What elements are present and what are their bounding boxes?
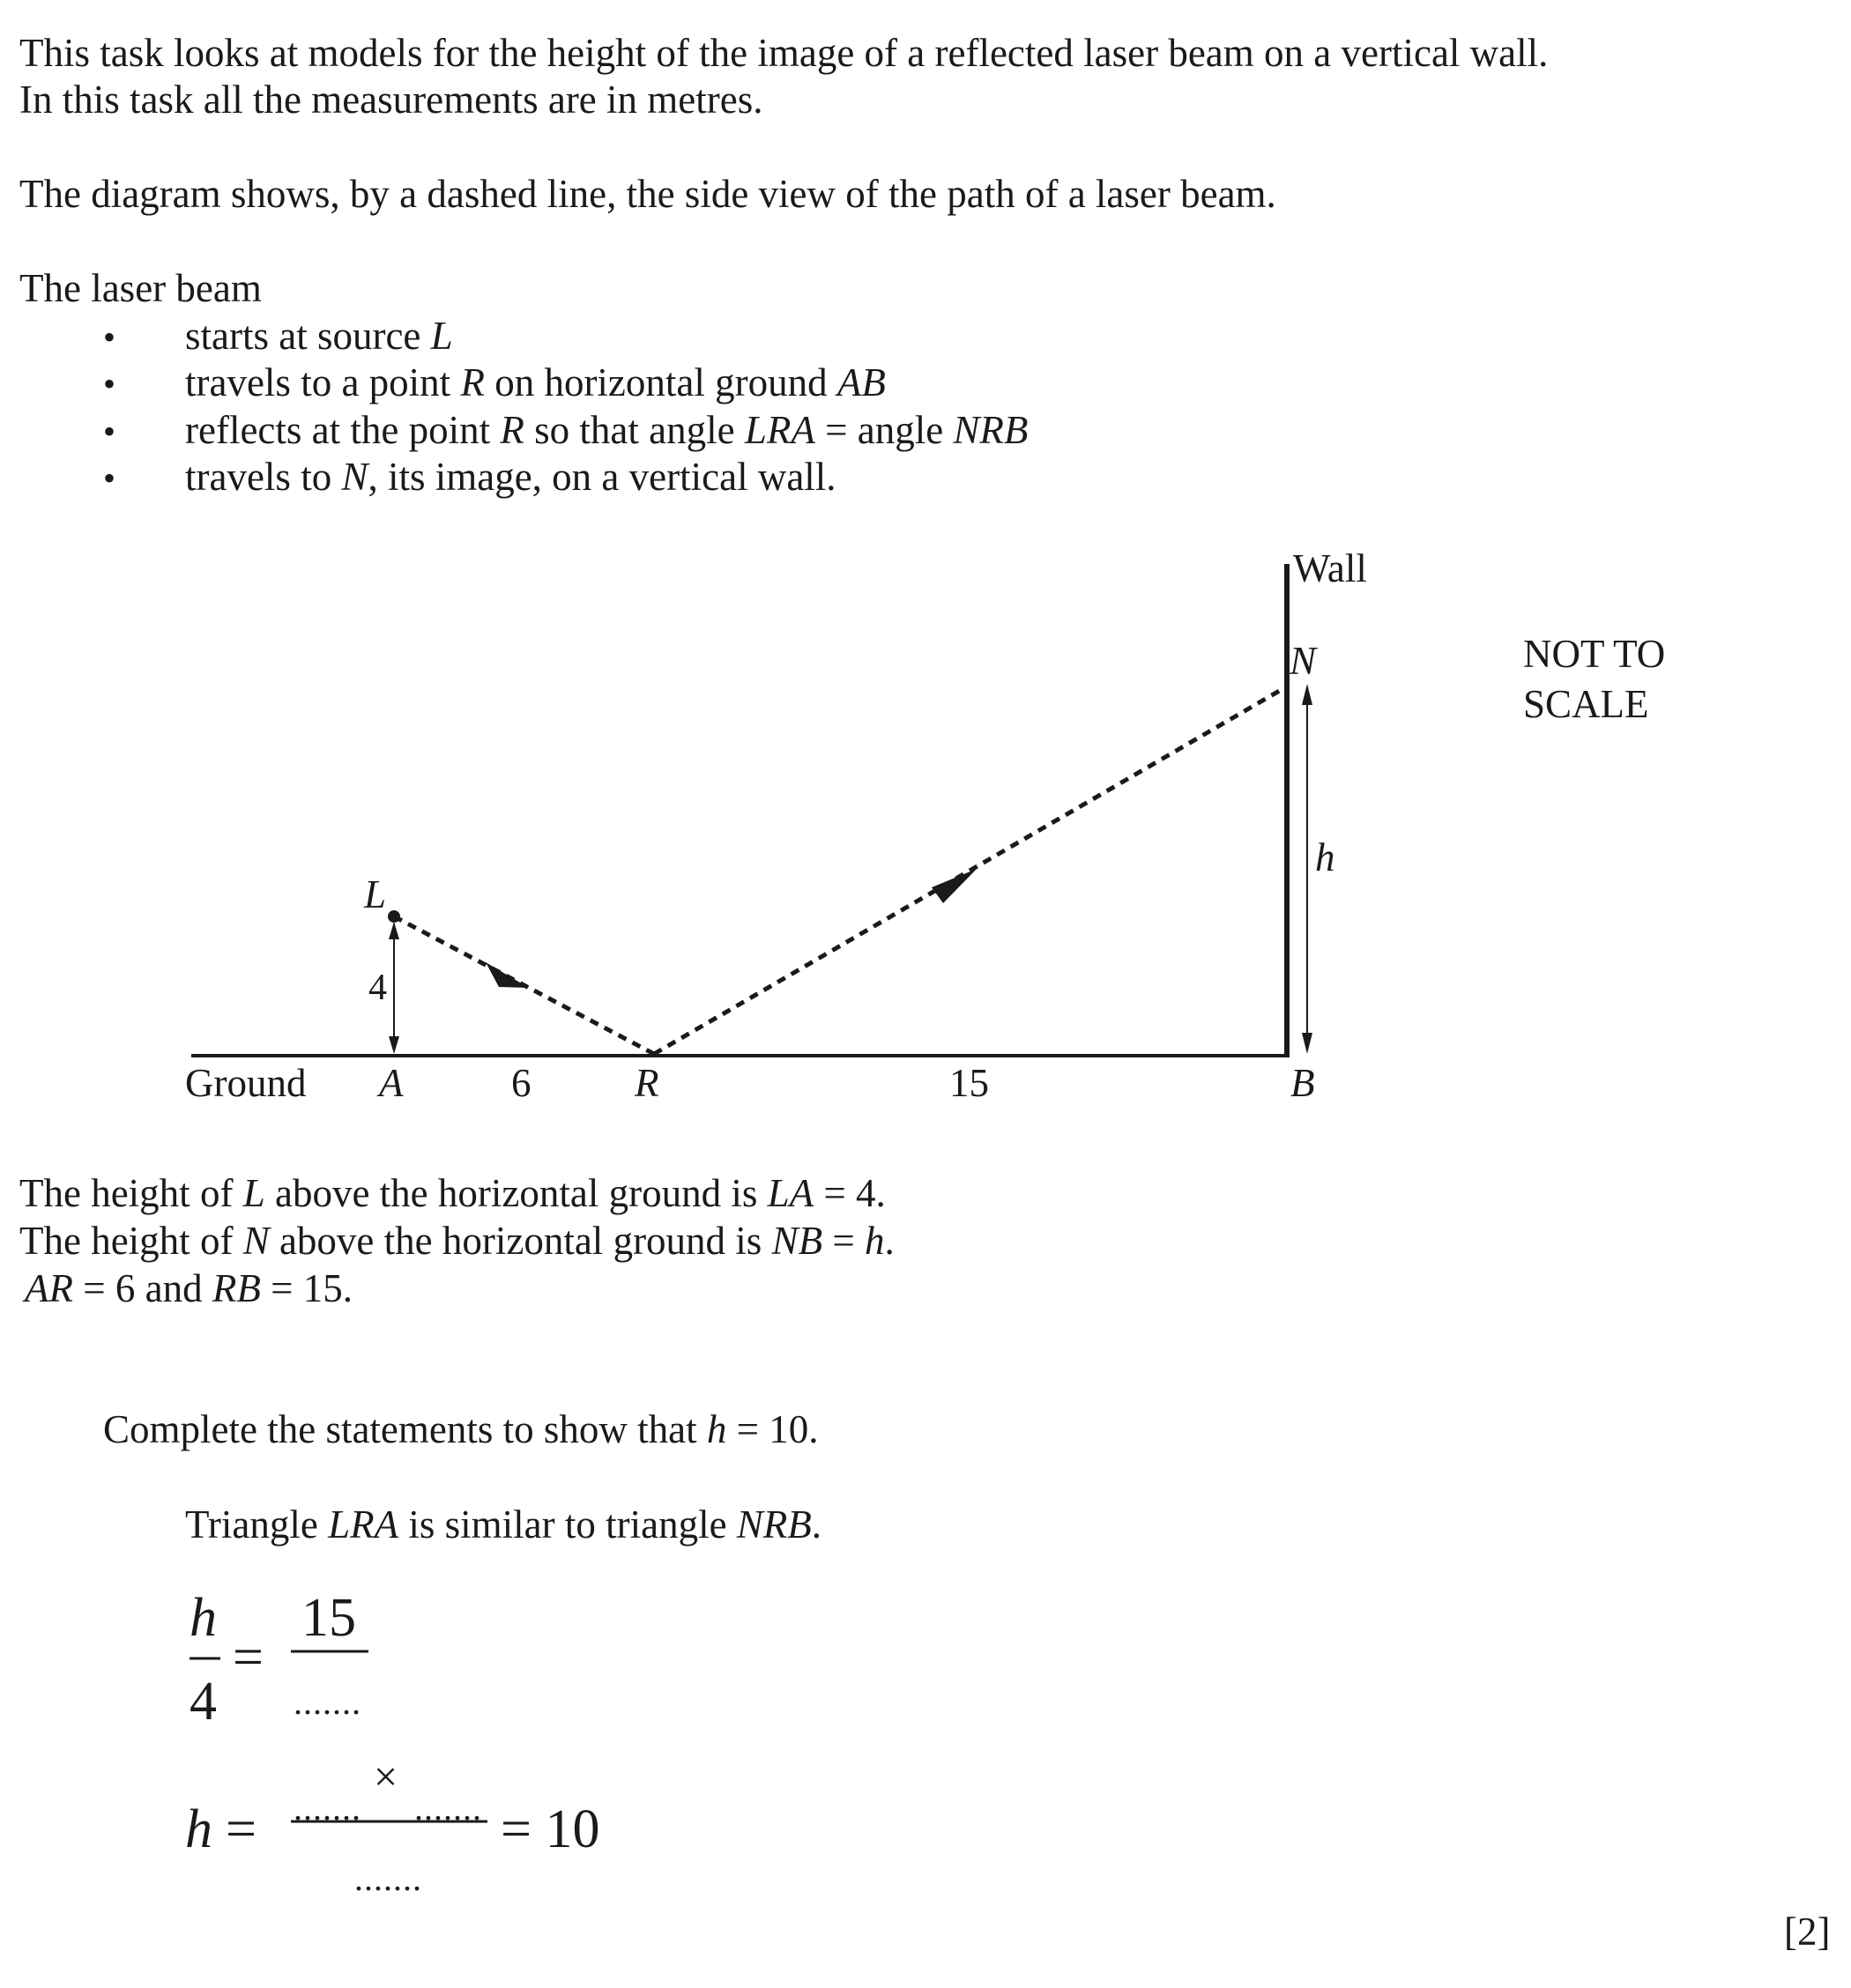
similar-statement: Triangle LRA is similar to triangle NRB. [185,1502,822,1547]
laser-path-reflected [654,686,1287,1054]
bullet-4: travels to N, its image, on a vertical wall. [185,455,836,499]
bullet-marker: • [103,317,116,357]
point-a-label: A [379,1061,404,1105]
question-prompt: Complete the statements to show that h = 10. [103,1407,819,1451]
answer-blank[interactable]: ....... [414,1788,482,1828]
eq2-result: = 10 [501,1799,600,1859]
marks-label: [2] [1784,1910,1831,1954]
bullet-marker: • [103,364,116,404]
eq2-equals: = [226,1799,256,1859]
intro-line-3: The diagram shows, by a dashed line, the side view of the path of a laser beam. [19,172,1276,216]
height-h-label: h [1315,835,1335,879]
height-la-label: 4 [368,968,387,1008]
bullet-marker: • [103,412,116,451]
not-to-scale-2: SCALE [1523,682,1649,726]
bullet-2: travels to a point R on horizontal ground AB [185,360,886,404]
eq1-rhs-numerator: 15 [301,1588,356,1648]
arrow-head [1302,1033,1312,1054]
fact-1: The height of L above the horizontal ground is LA = 4. [19,1171,886,1215]
fact-3: AR = 6 and RB = 15. [25,1266,353,1310]
answer-blank[interactable]: ....... [354,1858,422,1898]
direction-arrow [932,869,977,903]
answer-blank[interactable]: ....... [294,1788,361,1828]
eq1-denominator: 4 [190,1672,217,1732]
eq2-lhs: h [185,1799,212,1859]
fact-2: The height of N above the horizontal ground is NB = h. [19,1219,895,1263]
point-b-label: B [1290,1061,1315,1105]
arrow-head [1302,684,1312,705]
eq1-numerator: h [190,1588,217,1648]
times-sign: × [374,1754,398,1800]
distance-ar-label: 6 [511,1061,532,1105]
bullet-1: starts at source L [185,314,453,358]
point-r-label: R [635,1061,659,1105]
not-to-scale-1: NOT TO [1523,632,1666,676]
intro-line-2: In this task all the measurements are in metres. [19,78,763,122]
bullet-3: reflects at the point R so that angle LRA = angle NRB [185,408,1029,452]
direction-arrow [486,962,529,988]
arrow-head [389,922,399,939]
bullet-marker: • [103,458,116,498]
source-point [388,910,400,923]
beam-heading: The laser beam [19,266,262,310]
point-n-label: N [1290,639,1317,683]
eq1-equals: = [233,1628,264,1688]
point-l-label: L [364,872,387,916]
wall-label: Wall [1293,546,1367,590]
ground-label: Ground [185,1061,307,1105]
arrow-head [389,1036,399,1054]
intro-line-1: This task looks at models for the height of the image of a reflected laser beam on a vertical wall. [19,31,1549,75]
distance-rb-label: 15 [949,1061,989,1105]
answer-blank[interactable]: ....... [294,1682,361,1722]
